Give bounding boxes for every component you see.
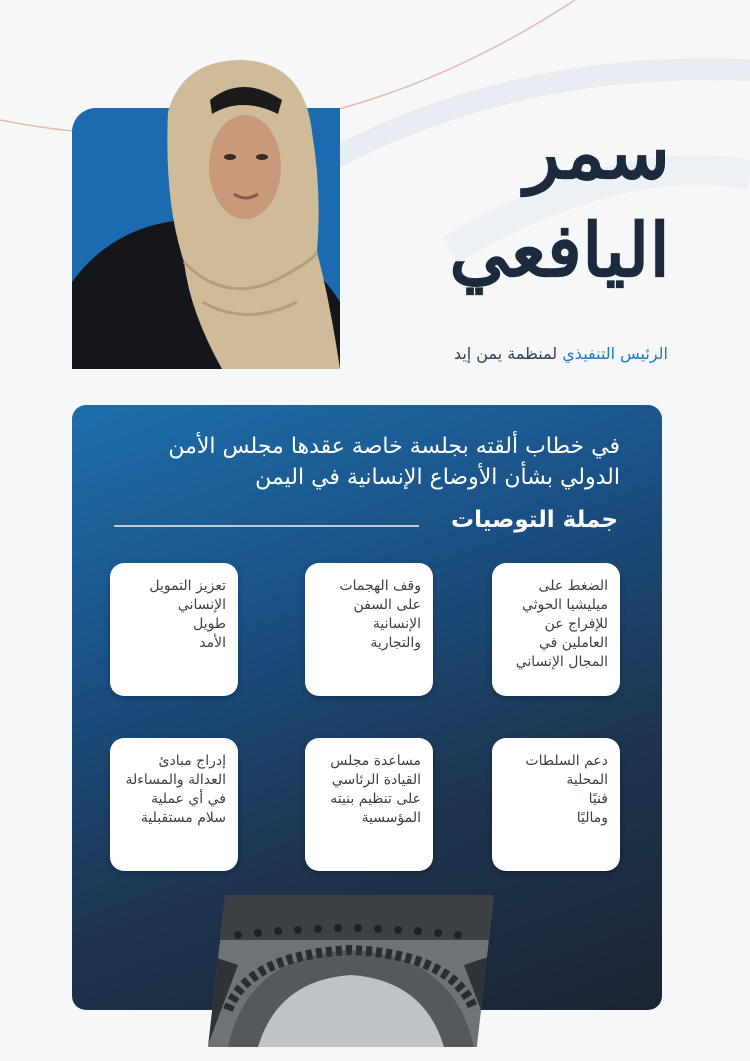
card-line: طويل <box>193 616 226 632</box>
card-line: على تنظيم بنيته <box>330 791 421 807</box>
card-line: فنيًا <box>588 791 608 807</box>
card-line: العدالة والمساءلة <box>125 772 226 788</box>
card-line: وقف الهجمات <box>339 578 421 594</box>
recommendations-title: جملة التوصيات <box>450 507 618 533</box>
card-line: على السفن <box>353 597 421 613</box>
intro-text <box>102 431 620 493</box>
card-line: الإنساني <box>177 597 226 613</box>
card-line: تعزيز التمويل <box>149 578 226 594</box>
card-line: القيادة الرئاسي <box>331 772 421 788</box>
recommendation-card-5 <box>305 738 433 871</box>
card-line: العاملين في <box>538 635 608 651</box>
recommendation-card-4 <box>492 738 620 871</box>
card-line: ميليشيا الحوثي <box>521 597 608 613</box>
card-line: والتجارية <box>370 635 421 651</box>
card-line: المجال الإنساني <box>515 654 608 670</box>
role-organization: لمنظمة يمن إيد <box>453 344 563 363</box>
recommendation-card-3 <box>110 563 238 696</box>
card-line: الضغط على <box>538 578 608 594</box>
card-line: مساعدة مجلس <box>330 753 421 769</box>
card-line: الإنسانية <box>372 616 421 632</box>
intro-line-1: في خطاب ألقته بجلسة خاصة عقدها مجلس الأمن <box>168 434 620 459</box>
card-line: المحلية <box>566 772 608 788</box>
name-first: سمر <box>524 110 670 196</box>
card-line: المؤسسية <box>361 810 421 826</box>
security-council-photo <box>208 895 494 1047</box>
card-line: في أي عملية <box>151 791 226 807</box>
person-role <box>380 344 668 363</box>
portrait-photo <box>72 52 340 369</box>
recommendation-card-6 <box>110 738 238 871</box>
title-divider <box>114 525 419 527</box>
intro-line-2: الدولي بشأن الأوضاع الإنسانية في اليمن <box>255 465 620 490</box>
card-line: سلام مستقبلية <box>140 810 226 826</box>
recommendation-card-1 <box>492 563 620 696</box>
card-line: الأمد <box>199 635 226 651</box>
person-name <box>360 105 670 301</box>
card-line: وماليًا <box>576 810 608 826</box>
card-line: دعم السلطات <box>525 753 608 769</box>
role-title: الرئيس التنفيذي <box>562 344 668 363</box>
name-last: اليافعي <box>449 208 670 294</box>
recommendation-card-2 <box>305 563 433 696</box>
card-line: للإفراج عن <box>544 616 608 632</box>
card-line: إدراج مبادئ <box>158 753 226 769</box>
